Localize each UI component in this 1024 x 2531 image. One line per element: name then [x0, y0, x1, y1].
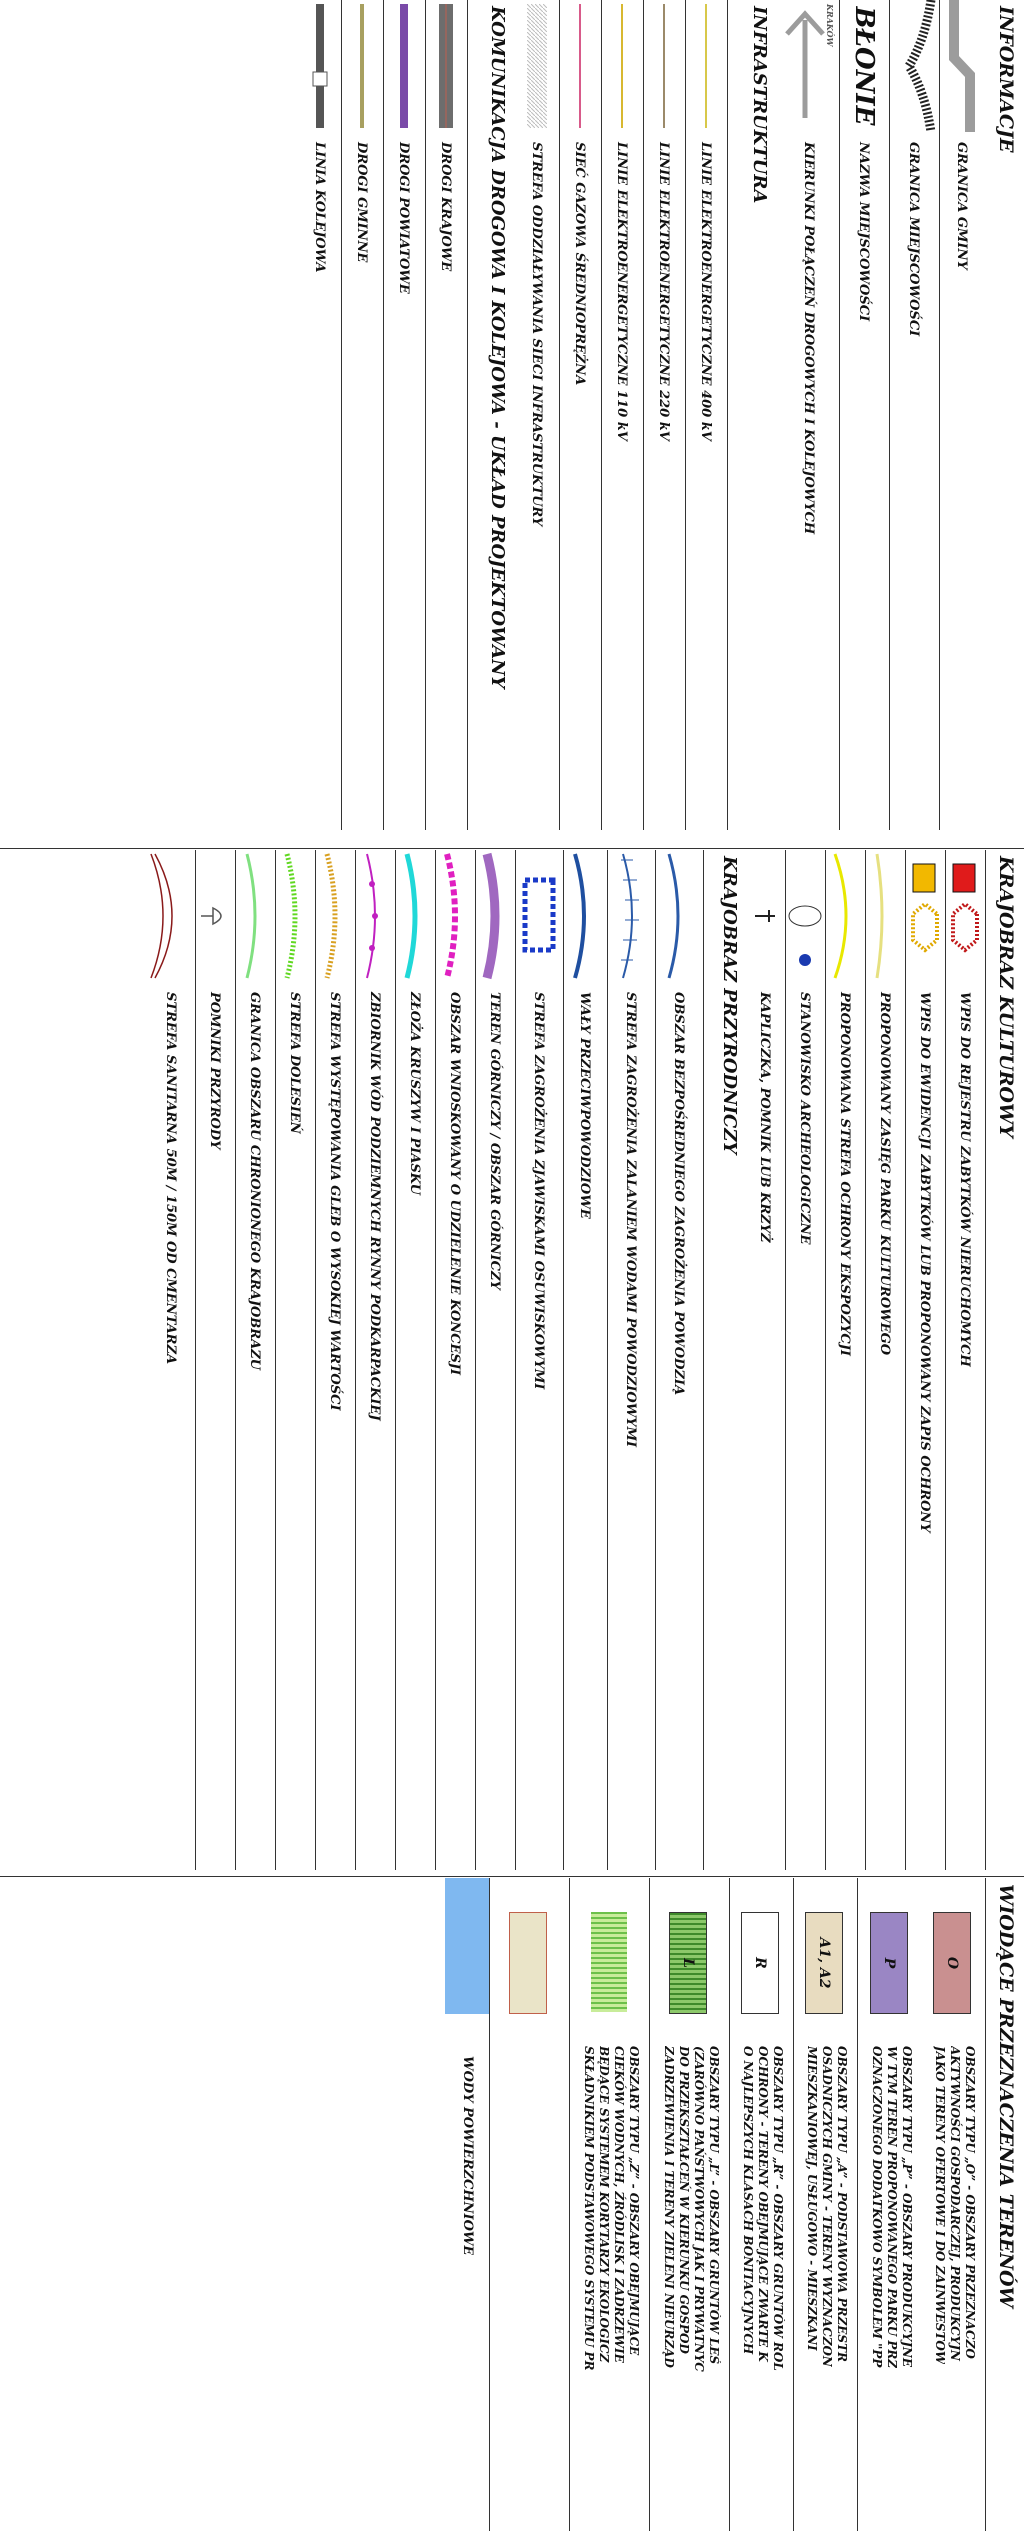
legend-label: STREFA DOLESIEŃ — [287, 992, 303, 1134]
section-title-krajobraz-przyrodniczy: KRAJOBRAZ PRZYRODNICZY — [719, 856, 740, 1155]
legend-row-220kv — [643, 0, 686, 830]
legend-row-granica-gminy — [940, 0, 984, 830]
legend-column-przeznaczenia — [0, 1878, 1024, 2531]
cemetery-zone-symbol — [147, 850, 195, 982]
legend-row-drogi-krajowe — [425, 0, 468, 830]
national-road-symbol — [425, 0, 467, 132]
legend-row-archeologia — [785, 850, 826, 1870]
legend-row-ewidencja-zabytkow — [905, 850, 946, 1870]
zone-swatch-p: P — [870, 1912, 908, 2014]
section-title-przeznaczenia: WIODĄCE PRZEZNACZENIA TERENÓW — [995, 1884, 1017, 2308]
legend-label: OBSZAR WNIOSKOWANY O UDZIELENIE KONCESJI — [447, 992, 463, 1376]
zone-description-z: OBSZARY TYPU „Z” - OBSZARY OBEJMUJĄCE CIEKÓW WODNYCH, ŹRÓDLISK I ZADRZEWIE BĘDĄCE SYSTEMEM KORYTARZY EKOLOGICZ SKŁADNIKIEM PODSTAWOWEGO SYSTEMU PR — [582, 2046, 641, 2371]
flood-risk-symbol — [655, 850, 703, 982]
flood-embankment-symbol — [563, 850, 607, 982]
cultural-park-symbol — [865, 850, 905, 982]
railway-symbol — [299, 0, 341, 132]
power-line-110kv-symbol — [601, 0, 643, 132]
legend-row-zalanie — [607, 850, 656, 1870]
afforestation-zone-symbol — [275, 850, 315, 982]
flooding-zone-symbol — [607, 850, 655, 982]
heritage-register-symbol — [945, 850, 985, 982]
legend-label: DROGI KRAJOWE — [438, 142, 454, 272]
legend-label: ZBIORNIK WÓD PODZIEMNYCH RYNNY PODKARPACKIEJ — [367, 992, 383, 1421]
legend-label: GRANICA MIEJSCOWOŚCI — [906, 142, 922, 337]
groundwater-reservoir-symbol — [355, 850, 395, 982]
zone-description-r: OBSZARY TYPU „R” - OBSZARY GRUNTÓW ROL OCHRONY - TERENY OBEJMUJĄCE ZWARTE K O NAJLEPSZYCH KLASACH BONITACYJNYCH — [741, 2046, 785, 2371]
legend-row-linia-kolejowa — [299, 0, 342, 830]
legend-row-kapliczka — [745, 850, 786, 1870]
zone-description-p: OBSZARY TYPU „P” - OBSZARY PRODUKCYJNE W TYM TEREN PROPONOWANEGO PARKU PRZ OZNACZONEGO DODATKOWO SYMBOLEM "PP — [870, 2046, 914, 2369]
municipal-road-symbol — [341, 0, 383, 132]
legend-row-gleby — [315, 850, 356, 1870]
legend-row-strefa-ekspozycji — [825, 850, 866, 1870]
legend-label: STREFA ZAGROŻENIA ZJAWISKAMI OSUWISKOWYMI — [531, 992, 547, 1390]
legend-label: WPIS DO REJESTRU ZABYTKÓW NIERUCHOMYCH — [957, 992, 973, 1367]
legend-label: WAŁY PRZECIWPOWODZIOWE — [577, 992, 593, 1219]
zone-swatch-wody — [445, 1878, 489, 2014]
legend-label: DROGI POWIATOWE — [396, 142, 412, 294]
legend-label: LINIE ELEKTROENERGETYCZNE 400 kV — [698, 142, 714, 441]
infrastructure-zone-symbol — [515, 0, 559, 132]
legend-label: PROPONOWANA STREFA OCHRONY EKSPOZYCJI — [837, 992, 853, 1356]
tree-icon — [195, 850, 235, 982]
shrine-cross-icon — [745, 850, 785, 982]
legend-row-granica-miejscowosci — [889, 0, 940, 830]
archaeology-symbol — [785, 850, 825, 982]
legend-row-zloza — [395, 850, 436, 1870]
zone-swatch-a: A1, A2 — [805, 1912, 843, 2014]
legend-row-110kv — [601, 0, 644, 830]
legend-label: PROPONOWANY ZASIĘG PARKU KULTUROWEGO — [877, 992, 893, 1356]
aggregate-deposit-symbol — [395, 850, 435, 982]
zone-row-p — [858, 1878, 922, 2531]
legend-row-osuwiska — [515, 850, 564, 1870]
legend-row-zbiornik — [355, 850, 396, 1870]
zone-row-a — [793, 1878, 858, 2531]
legend-label: ZŁOŻA KRUSZYW I PIASKU — [407, 992, 423, 1195]
zone-swatch-l: L — [669, 1912, 707, 2014]
locality-boundary-symbol — [889, 0, 939, 132]
legend-row-rejestr-zabytkow — [945, 850, 986, 1870]
legend-row-nazwa-miejscowosci — [839, 0, 890, 830]
locality-name-symbol: BŁONIE — [849, 6, 879, 126]
legend-label: NAZWA MIEJSCOWOŚCI — [856, 142, 872, 322]
section-title-infrastruktura: INFRASTRUKTURA — [749, 6, 770, 204]
legend-label: KAPLICZKA, POMNIK LUB KRZYŻ — [757, 992, 773, 1243]
zone-swatch-r: R — [741, 1912, 779, 2014]
legend-label: OBSZAR BEZPOŚREDNIEGO ZAGROŻENIA POWODZIĄ — [671, 992, 687, 1396]
power-line-400kv-symbol — [685, 0, 727, 132]
exposure-zone-symbol — [825, 850, 865, 982]
column-divider — [0, 1876, 1024, 1877]
legend-column-krajobraz — [0, 850, 1024, 1870]
legend-label: GRANICA OBSZARU CHRONIONEGO KRAJOBRAZU — [247, 992, 263, 1371]
legend-row-kierunki — [779, 0, 840, 830]
section-title-komunikacja: KOMUNIKACJA DROGOWA I KOLEJOWA - UKŁAD PROJEKTOWANY — [487, 6, 508, 689]
legend-label: LINIE ELEKTROENERGETYCZNE 110 kV — [614, 142, 630, 441]
zone-row-l — [649, 1878, 730, 2531]
legend-row-teren-gorniczy — [475, 850, 516, 1870]
zone-row-unlabeled — [489, 1878, 570, 2531]
zone-row-wody — [445, 1878, 490, 2531]
zone-swatch-o: O — [933, 1912, 971, 2014]
legend-row-drogi-gminne — [341, 0, 384, 830]
legend-row-strefa-infrastruktury — [515, 0, 560, 830]
direction-sample: KRAKÓW — [825, 4, 835, 47]
legend-label: STREFA ODDZIAŁYWANIA SIECI INFRASTRUKTURY — [529, 142, 545, 527]
legend-label: TEREN GÓRNICZY / OBSZAR GÓRNICZY — [487, 992, 503, 1290]
protected-landscape-symbol — [235, 850, 275, 982]
section-title-informacje: INFORMACJE — [995, 6, 1017, 153]
legend-row-waly — [563, 850, 608, 1870]
zone-row-r — [729, 1878, 794, 2531]
legend-label: STANOWISKO ARCHEOLOGICZNE — [797, 992, 813, 1245]
zone-description-o: OBSZARY TYPU „O” - OBSZARY PRZEZNACZO AKTYWNOŚCI GOSPODARCZEJ, PRODUKCYJN JAKO TERENY OFERTOWE I DO ZAINWESTOW — [933, 2046, 977, 2365]
concession-area-symbol — [435, 850, 475, 982]
legend-label: LINIA KOLEJOWA — [312, 142, 328, 273]
district-road-symbol — [383, 0, 425, 132]
legend-row-drogi-powiatowe — [383, 0, 426, 830]
power-line-220kv-symbol — [643, 0, 685, 132]
landslide-zone-symbol — [515, 850, 563, 982]
legend-label: WPIS DO EWIDENCJI ZABYTKÓW LUB PROPONOWANY ZAPIS OCHRONY — [917, 992, 933, 1533]
legend-label: STREFA ZAGROŻENIA ZALANIEM WODAMI POWODZIOWYMI — [623, 992, 639, 1448]
legend-row-zagrozenie-powodzia — [655, 850, 704, 1870]
heritage-record-symbol — [905, 850, 945, 982]
legend-label: STREFA SANITARNA 50M / 150M OD CMENTARZA — [163, 992, 179, 1365]
municipal-boundary-symbol — [940, 0, 984, 132]
legend-label: POMNIKI PRZYRODY — [207, 992, 223, 1150]
legend-label: SIEĆ GAZOWA ŚREDNIOPRĘŻNA — [572, 142, 588, 386]
zone-row-o — [921, 1878, 986, 2531]
legend-row-400kv — [685, 0, 728, 830]
zone-row-z — [569, 1878, 650, 2531]
high-value-soil-symbol — [315, 850, 355, 982]
zone-description-wody: WODY POWIERZCHNIOWE — [460, 2056, 475, 2256]
legend-row-siec-gazowa — [559, 0, 602, 830]
legend-label: STREFA WYSTĘPOWANIA GLEB O WYSOKIEJ WARTOŚCI — [327, 992, 343, 1411]
legend-column-informacje — [0, 0, 1024, 830]
gas-network-symbol — [559, 0, 601, 132]
section-title-krajobraz-kulturowy: KRAJOBRAZ KULTUROWY — [995, 856, 1017, 1138]
legend-label: DROGI GMINNE — [354, 142, 370, 263]
legend-row-park-kulturowy — [865, 850, 906, 1870]
legend-row-koncesja — [435, 850, 476, 1870]
direction-arrow-symbol — [779, 0, 839, 132]
legend-label: LINIE ELEKTROENERGETYCZNE 220 kV — [656, 142, 672, 441]
legend-label: KIERUNKI POŁĄCZEŃ DROGOWYCH I KOLEJOWYCH — [801, 142, 817, 535]
zone-swatch-unlabeled — [509, 1912, 547, 2014]
zone-swatch-z — [591, 1912, 627, 2012]
column-divider — [0, 848, 1024, 849]
legend-row-pomniki-przyrody — [195, 850, 236, 1870]
mining-area-symbol — [475, 850, 515, 982]
legend-label: GRANICA GMINY — [954, 142, 970, 270]
legend-row-strefa-sanitarna — [147, 850, 196, 1870]
zone-description-l: OBSZARY TYPU „L” - OBSZARY GRUNTÓW LEŚ (ZARÓWNO PAŃSTWOWYCH JAK I PRYWATNYC DO PRZEKSZTAŁCEŃ W KIERUNKU GOSPOD ZADRZEWIENIA I TERENY ZIELENI NIEURZĄD — [662, 2046, 721, 2372]
legend-row-chroniony-krajobraz — [235, 850, 276, 1870]
legend-row-dolesienia — [275, 850, 316, 1870]
zone-description-a: OBSZARY TYPU „A” - PODSTAWOWA PRZESTR OSADNICZYCH GMINY - TERENY WYZNACZON MIESZKANIOWEJ, USŁUGOWO - MIESZKANI — [805, 2046, 849, 2367]
